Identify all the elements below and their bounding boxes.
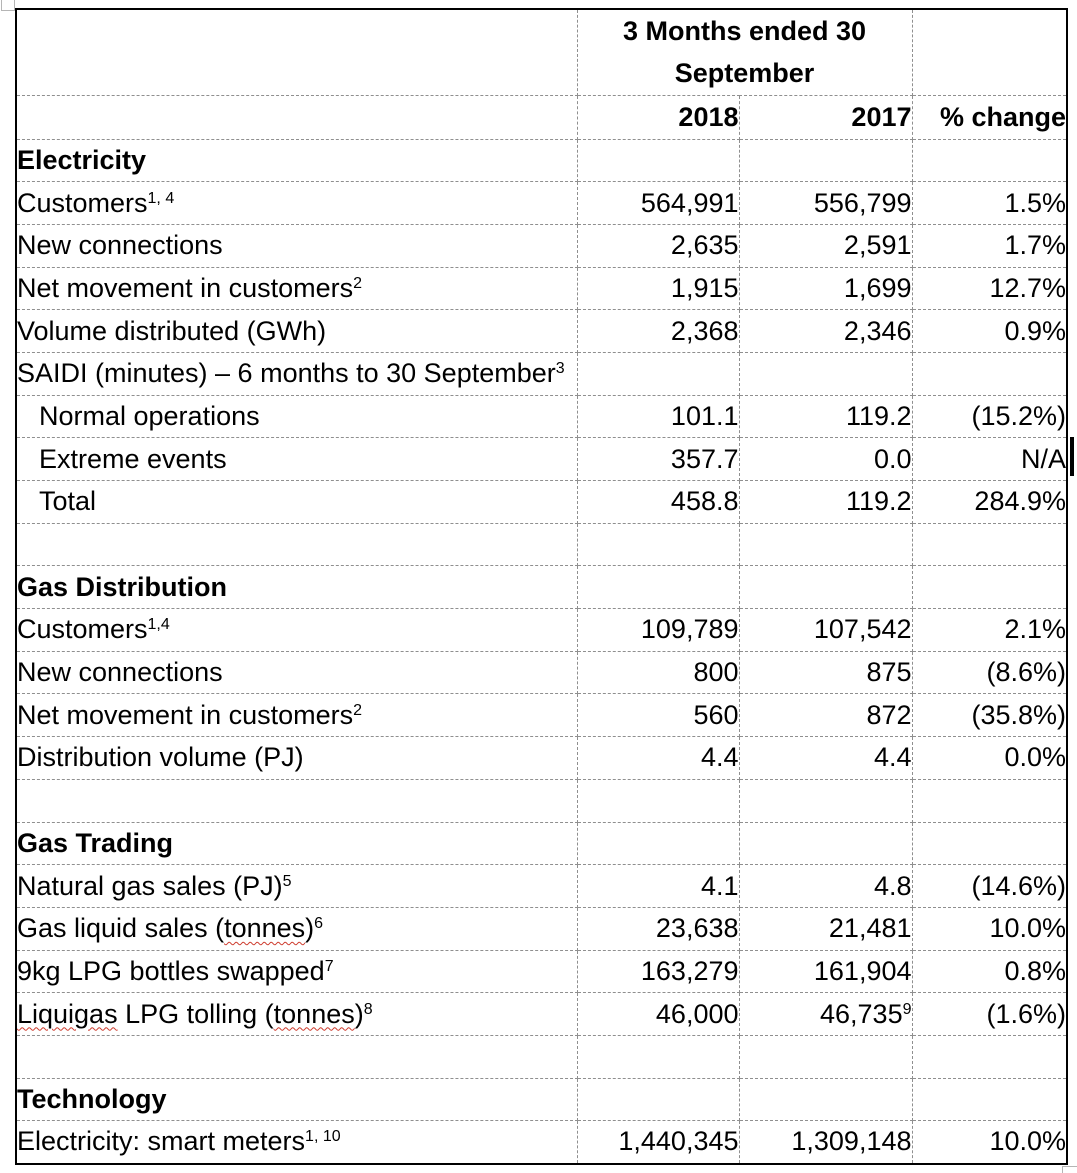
metric-row [16, 224, 1067, 267]
cell-value: 0.9% [1004, 315, 1066, 346]
row-label-text: ) [354, 998, 364, 1029]
value-2017-cell[interactable] [739, 566, 912, 609]
metric-row [16, 1121, 1067, 1164]
value-2017-cell[interactable] [739, 310, 912, 353]
value-2018-cell[interactable] [577, 438, 739, 481]
metric-row [16, 950, 1067, 993]
value-2018-cell[interactable] [577, 993, 739, 1036]
cell-value: 0.8% [1004, 955, 1066, 986]
cell-value: 1,309,148 [791, 1126, 912, 1157]
row-label-text: SAIDI (minutes) – 6 months to 30 September [17, 358, 556, 389]
footnote-ref: 5 [282, 872, 292, 890]
pct-change-cell[interactable] [912, 523, 1067, 566]
period-line-2: September [674, 58, 815, 89]
value-2017-cell[interactable] [739, 1035, 912, 1078]
value-2018-cell[interactable] [577, 1035, 739, 1078]
row-label-cell[interactable] [16, 1035, 577, 1078]
row-label-cell[interactable] [16, 182, 577, 225]
cell-value: 875 [866, 657, 912, 688]
row-label-cell[interactable] [16, 907, 577, 950]
row-label-cell[interactable] [16, 779, 577, 822]
value-2017-cell[interactable] [739, 139, 912, 182]
value-2017-cell[interactable] [739, 523, 912, 566]
period-header-spacer-cell[interactable] [16, 9, 577, 95]
value-2018-cell[interactable] [577, 267, 739, 310]
row-label-cell[interactable] [16, 694, 577, 737]
footnote-ref: 7 [324, 957, 334, 975]
value-2017-cell[interactable] [739, 694, 912, 737]
value-2017-cell[interactable] [739, 481, 912, 524]
row-label-cell[interactable] [16, 737, 577, 780]
metric-row [16, 395, 1067, 438]
value-2017-cell[interactable] [739, 352, 912, 395]
row-label-cell[interactable] [16, 310, 577, 353]
cell-value: 1,915 [670, 272, 739, 303]
row-label-text: Volume distributed (GWh) [17, 315, 327, 346]
metric-row [16, 481, 1067, 524]
cell-value: 21,481 [828, 913, 912, 944]
pct-change-cell[interactable] [912, 224, 1067, 267]
row-label-text: Net movement in customers [17, 699, 354, 730]
value-2018-cell[interactable] [577, 224, 739, 267]
value-2018-cell[interactable] [577, 694, 739, 737]
value-2017-cell[interactable] [739, 651, 912, 694]
value-2018-cell[interactable] [577, 822, 739, 865]
spacer-row [16, 523, 1067, 566]
row-label-text: Customers [17, 614, 148, 645]
cell-value: 0.0 [873, 443, 912, 474]
row-label-cell[interactable] [16, 651, 577, 694]
metric-row [16, 352, 1067, 395]
spacer-row [16, 779, 1067, 822]
footnote-ref: 1, 10 [305, 1128, 341, 1146]
cell-value: (1.6%) [986, 998, 1066, 1029]
metric-row [16, 310, 1067, 353]
row-label-cell[interactable] [16, 609, 577, 652]
cell-value: 872 [866, 699, 912, 730]
period-header-row [16, 9, 1067, 95]
cell-value: 161,904 [813, 955, 912, 986]
row-label-text: Electricity: smart meters [17, 1126, 306, 1157]
row-label-cell[interactable] [16, 950, 577, 993]
pct-change-cell[interactable] [912, 481, 1067, 524]
value-2017-cell[interactable] [739, 907, 912, 950]
pct-change-cell[interactable] [912, 651, 1067, 694]
cell-value: 119.2 [845, 486, 912, 517]
table-resize-handle[interactable] [1062, 1166, 1077, 1173]
column-header-2017[interactable]: 2017 [739, 95, 912, 139]
period-header-right-cell[interactable] [912, 9, 1067, 95]
metric-row [16, 737, 1067, 780]
metric-row [16, 993, 1067, 1036]
value-2018-cell[interactable] [577, 865, 739, 908]
pct-change-cell[interactable] [912, 1078, 1067, 1121]
value-2018-cell[interactable] [577, 651, 739, 694]
pct-change-cell[interactable] [912, 1035, 1067, 1078]
cell-value: 284.9% [974, 486, 1066, 517]
value-2018-cell[interactable] [577, 481, 739, 524]
row-label-text: Technology [17, 1083, 167, 1114]
value-2018-cell[interactable] [577, 566, 739, 609]
cell-value: 4.4 [873, 742, 912, 773]
row-label-text: Net movement in customers [17, 272, 354, 303]
misspelled-word: Liquigas [17, 998, 118, 1029]
pct-change-cell[interactable] [912, 609, 1067, 652]
value-2018-cell[interactable] [577, 395, 739, 438]
pct-change-cell[interactable] [912, 182, 1067, 225]
cell-value: 46,735 [820, 998, 903, 1029]
cell-value: 1.7% [1004, 230, 1066, 261]
footnote-ref: 2 [353, 701, 363, 719]
pct-change-cell[interactable] [912, 352, 1067, 395]
period-header-cell[interactable] [577, 9, 912, 95]
cell-value: 12.7% [989, 272, 1066, 303]
value-2017-cell[interactable] [739, 395, 912, 438]
metric-row [16, 907, 1067, 950]
row-label-cell[interactable] [16, 566, 577, 609]
value-2017-cell[interactable] [739, 993, 912, 1036]
cell-value: N/A [1020, 443, 1066, 474]
value-2018-cell[interactable] [577, 310, 739, 353]
value-2018-cell[interactable] [577, 779, 739, 822]
cell-value: 10.0% [989, 913, 1066, 944]
cell-value: (8.6%) [986, 657, 1066, 688]
row-label-text: Electricity [17, 144, 147, 175]
pct-change-cell[interactable] [912, 395, 1067, 438]
value-2017-cell[interactable] [739, 438, 912, 481]
pct-change-cell[interactable] [912, 267, 1067, 310]
cell-value: (14.6%) [971, 870, 1066, 901]
year-header-spacer-cell[interactable] [16, 95, 577, 139]
footnote-ref: 1,4 [147, 616, 170, 634]
pct-change-cell[interactable] [912, 310, 1067, 353]
value-2018-cell[interactable] [577, 907, 739, 950]
row-label-cell[interactable] [16, 224, 577, 267]
section-header-row [16, 139, 1067, 182]
pct-change-cell[interactable] [912, 993, 1067, 1036]
row-label-text: New connections [17, 230, 223, 261]
cell-value: 109,789 [640, 614, 739, 645]
cell-value: 23,638 [655, 913, 739, 944]
pct-change-cell[interactable] [912, 737, 1067, 780]
value-2018-cell[interactable] [577, 182, 739, 225]
section-header-row [16, 566, 1067, 609]
operating-statistics-table [15, 8, 1068, 1165]
cell-value: 1,699 [843, 272, 912, 303]
row-label-text: 9kg LPG bottles swapped [17, 955, 325, 986]
spacer-row [16, 1035, 1067, 1078]
pct-change-cell[interactable] [912, 865, 1067, 908]
value-2017-cell[interactable] [739, 822, 912, 865]
value-2018-cell[interactable] [577, 139, 739, 182]
row-label-cell[interactable] [16, 267, 577, 310]
row-label-text: New connections [17, 657, 223, 688]
row-label-cell[interactable] [16, 865, 577, 908]
row-label-cell[interactable] [16, 993, 577, 1036]
value-2017-cell[interactable] [739, 224, 912, 267]
pct-change-cell[interactable] [912, 1121, 1067, 1164]
value-2017-cell[interactable] [739, 1078, 912, 1121]
row-label-text: Normal operations [39, 400, 260, 431]
row-label-text: ) [305, 913, 315, 944]
row-label-cell[interactable] [16, 139, 577, 182]
row-label-cell[interactable] [16, 481, 577, 524]
pct-change-cell[interactable] [912, 822, 1067, 865]
value-2018-cell[interactable] [577, 737, 739, 780]
footnote-ref: 3 [555, 360, 565, 378]
value-2017-cell[interactable] [739, 1121, 912, 1164]
row-label-cell[interactable] [16, 352, 577, 395]
pct-change-cell[interactable] [912, 950, 1067, 993]
cell-value: 556,799 [813, 187, 912, 218]
row-label-text: Gas Trading [17, 827, 174, 858]
row-label-cell[interactable] [16, 523, 577, 566]
metric-row [16, 609, 1067, 652]
pct-change-cell[interactable] [912, 694, 1067, 737]
row-label-cell[interactable] [16, 395, 577, 438]
misspelled-word: tonnes [273, 998, 355, 1029]
column-header-2018[interactable]: 2018 [577, 95, 739, 139]
metric-row [16, 694, 1067, 737]
row-label-text: Total [39, 486, 97, 517]
metric-row [16, 865, 1067, 908]
footnote-ref: 9 [902, 1000, 912, 1018]
footnote-ref: 2 [353, 274, 363, 292]
cell-value: 564,991 [640, 187, 739, 218]
cell-value: 1.5% [1004, 187, 1066, 218]
value-2018-cell[interactable] [577, 352, 739, 395]
cell-value: 2,591 [843, 230, 912, 261]
table-move-handle[interactable] [1, 0, 15, 11]
footnote-ref: 1, 4 [147, 189, 175, 207]
row-label-cell[interactable] [16, 1121, 577, 1164]
footnote-ref: 8 [363, 1000, 373, 1018]
section-header-row [16, 1078, 1067, 1121]
row-label-text: LPG tolling ( [117, 998, 274, 1029]
row-label-cell[interactable] [16, 822, 577, 865]
value-2017-cell[interactable] [739, 779, 912, 822]
cell-value: 101.1 [670, 400, 739, 431]
row-label-text: Distribution volume (PJ) [17, 742, 304, 773]
cell-value: 2.1% [1004, 614, 1066, 645]
cell-value: 4.4 [700, 742, 739, 773]
value-2018-cell[interactable] [577, 950, 739, 993]
pct-change-cell[interactable] [912, 566, 1067, 609]
table-body [16, 9, 1067, 1164]
row-label-text: Natural gas sales (PJ) [17, 870, 283, 901]
period-line-1: 3 Months ended 30 [622, 16, 867, 47]
value-2017-cell[interactable] [739, 737, 912, 780]
cell-value: (15.2%) [971, 400, 1066, 431]
value-2018-cell[interactable] [577, 1078, 739, 1121]
text-caret [1070, 437, 1074, 476]
column-header-pct-change[interactable]: % change [912, 95, 1067, 139]
row-label-text: Extreme events [39, 443, 227, 474]
cell-value: 2,635 [670, 230, 739, 261]
cell-value: 800 [693, 657, 739, 688]
row-label-text: Gas Distribution [17, 571, 228, 602]
cell-value: (35.8%) [971, 699, 1066, 730]
cell-value: 4.8 [873, 870, 912, 901]
cell-value: 0.0% [1004, 742, 1066, 773]
cell-value: 10.0% [989, 1126, 1066, 1157]
cell-value: 107,542 [813, 614, 912, 645]
row-label-text: Customers [17, 187, 148, 218]
cell-value: 1,440,345 [618, 1126, 739, 1157]
metric-row [16, 267, 1067, 310]
misspelled-word: tonnes [224, 913, 306, 944]
cell-value: 119.2 [845, 400, 912, 431]
cell-value: 4.1 [700, 870, 739, 901]
cell-value: 2,346 [843, 315, 912, 346]
year-header-row [16, 95, 1067, 139]
cell-value: 163,279 [640, 955, 739, 986]
metric-row [16, 182, 1067, 225]
cell-value: 46,000 [655, 998, 739, 1029]
footnote-ref: 6 [314, 915, 324, 933]
value-2017-cell[interactable] [739, 267, 912, 310]
cell-value: 458.8 [670, 486, 739, 517]
row-label-cell[interactable] [16, 438, 577, 481]
pct-change-cell[interactable] [912, 907, 1067, 950]
cell-value: 357.7 [670, 443, 739, 474]
row-label-text: Gas liquid sales ( [17, 913, 225, 944]
value-2017-cell[interactable] [739, 865, 912, 908]
pct-change-cell[interactable] [912, 779, 1067, 822]
cell-value: 2,368 [670, 315, 739, 346]
value-2017-cell[interactable] [739, 182, 912, 225]
value-2018-cell[interactable] [577, 609, 739, 652]
value-2018-cell[interactable] [577, 1121, 739, 1164]
metric-row [16, 438, 1067, 481]
pct-change-cell[interactable] [912, 139, 1067, 182]
row-label-cell[interactable] [16, 1078, 577, 1121]
section-header-row [16, 822, 1067, 865]
cell-value: 560 [693, 699, 739, 730]
value-2017-cell[interactable] [739, 950, 912, 993]
value-2018-cell[interactable] [577, 523, 739, 566]
metric-row [16, 651, 1067, 694]
value-2017-cell[interactable] [739, 609, 912, 652]
pct-change-cell[interactable] [912, 438, 1067, 481]
